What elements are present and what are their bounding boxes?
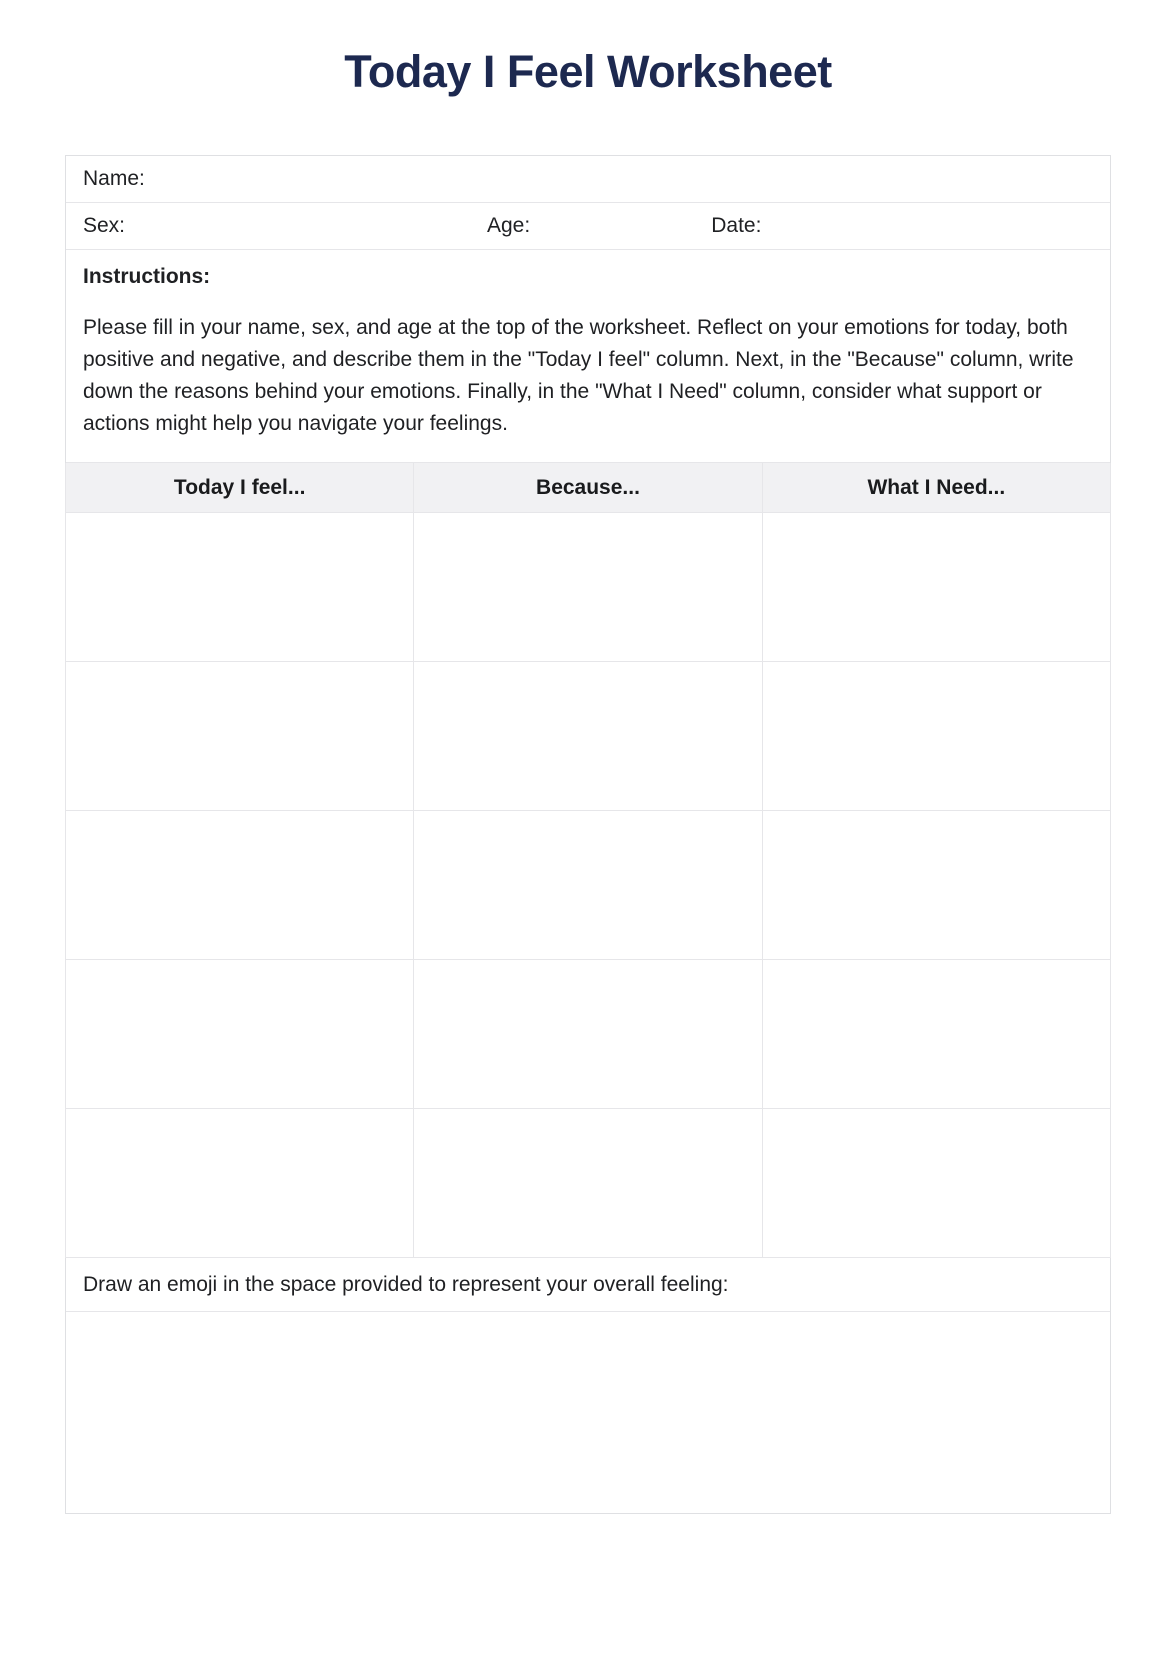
table-cell[interactable] (66, 662, 414, 811)
name-field-row (66, 156, 1110, 203)
table-cell[interactable] (66, 960, 414, 1109)
table-cell[interactable] (414, 1109, 762, 1258)
table-cell[interactable] (762, 1109, 1110, 1258)
worksheet (65, 155, 1111, 1515)
column-header-what-i-need: What I Need... (762, 463, 1110, 513)
demographics-row (66, 203, 1110, 250)
age-value-area[interactable] (530, 203, 711, 249)
table-cell[interactable] (414, 811, 762, 960)
column-header-today-i-feel: Today I feel... (66, 463, 414, 513)
date-label: Date: (711, 213, 762, 237)
emoji-instruction-row (66, 1258, 1110, 1312)
table-cell[interactable] (762, 811, 1110, 960)
table-row (66, 960, 1111, 1109)
name-value-area[interactable] (145, 156, 1093, 202)
date-field (711, 203, 1093, 249)
sex-label: Sex: (83, 213, 126, 237)
age-label: Age: (487, 213, 531, 237)
emoji-instruction-label: Draw an emoji in the space provided to represent your overall feeling: (83, 1272, 729, 1296)
instructions-text: Please fill in your name, sex, and age at the top of the worksheet. Reflect on your emotions for today, both positive and negative, and describe them in the "Today I feel" column. Next, in the "Because" column, write down the reasons behind your emotions. Finally, in the "What I Need" column, consider what support or actions might help you navigate your feelings. (83, 315, 1074, 435)
instructions-section (66, 250, 1110, 463)
table-cell[interactable] (762, 513, 1110, 662)
table-row (66, 513, 1111, 662)
sex-field (83, 203, 487, 249)
name-label: Name: (83, 166, 145, 190)
table-header-row (66, 463, 1111, 513)
table-cell[interactable] (66, 513, 414, 662)
feelings-table (65, 463, 1111, 1259)
table-row (66, 1109, 1111, 1258)
table-row (66, 662, 1111, 811)
table-row (66, 811, 1111, 960)
table-cell[interactable] (762, 960, 1110, 1109)
column-header-because: Because... (414, 463, 762, 513)
table-cell[interactable] (414, 513, 762, 662)
table-cell[interactable] (414, 662, 762, 811)
table-cell[interactable] (762, 662, 1110, 811)
instructions-heading: Instructions: (83, 264, 211, 288)
page-title: Today I Feel Worksheet (344, 46, 832, 97)
table-cell[interactable] (66, 811, 414, 960)
table-cell[interactable] (414, 960, 762, 1109)
sex-value-area[interactable] (125, 203, 487, 249)
table-cell[interactable] (66, 1109, 414, 1258)
age-field (487, 203, 711, 249)
emoji-drawing-area[interactable] (66, 1312, 1110, 1513)
date-value-area[interactable] (761, 203, 1093, 249)
